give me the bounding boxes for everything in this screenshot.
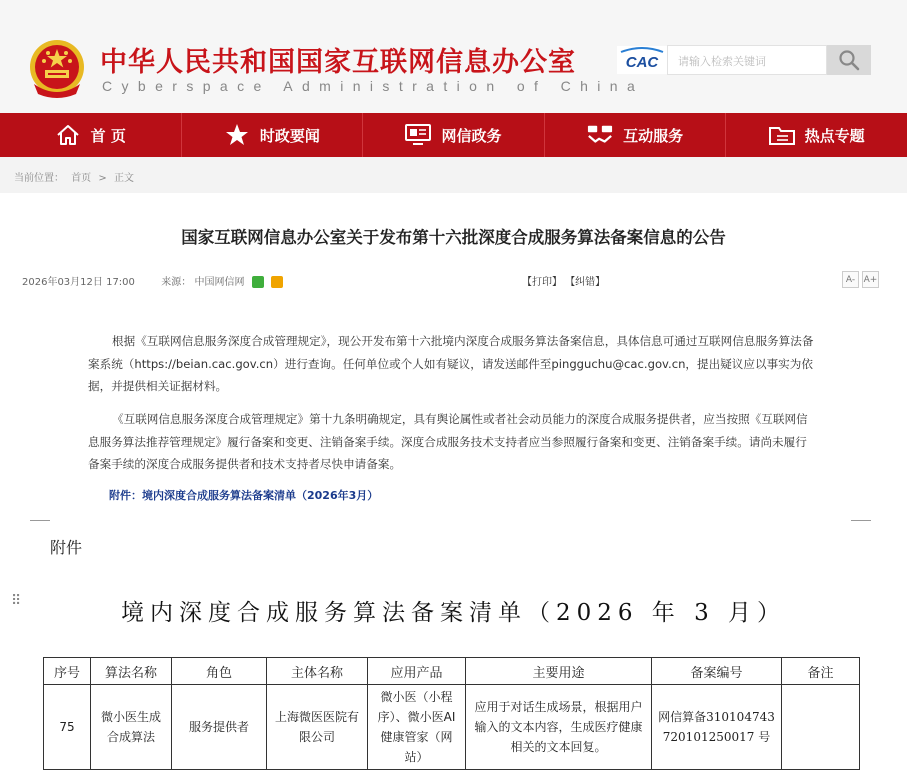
cell-role: 服务提供者	[172, 685, 267, 770]
document-title: 境内深度合成服务算法备案清单（2026 年 3 月）	[120, 600, 787, 626]
column-header: 备注	[782, 658, 860, 685]
column-header: 应用产品	[368, 658, 466, 685]
cell-algorithm-name: 微小医生成合成算法	[91, 685, 172, 770]
article-date: 2026年03月12日 17:00	[22, 277, 135, 288]
nav-item-topics[interactable]	[726, 113, 907, 157]
cell-filing-number: 网信算备310104743720101250017 号	[652, 685, 782, 770]
cell-no: 75	[44, 685, 91, 770]
breadcrumb-current: 正文	[113, 173, 134, 184]
nav-item-interaction[interactable]	[545, 113, 727, 157]
handshake-icon	[587, 122, 613, 148]
national-emblem-icon	[26, 38, 88, 100]
cell-purpose: 应用于对话生成场景，根据用户输入的文本内容，生成医疗健康相关的文本回复。	[466, 685, 652, 770]
breadcrumb-separator: >	[98, 173, 107, 184]
cell-product: 微小医（小程序）、微小医AI 健康管家（网站）	[368, 685, 466, 770]
nav-item-home[interactable]	[0, 113, 182, 157]
search-input[interactable]: 请输入检索关键词	[667, 45, 827, 75]
attachment-link[interactable]: 附件：境内深度合成服务算法备案清单（2026年3月）	[109, 489, 379, 502]
drag-handle-icon[interactable]: ⠿	[11, 593, 22, 609]
main-nav	[0, 113, 907, 157]
home-icon	[55, 122, 81, 148]
table-row	[44, 685, 860, 770]
attachment-label: 附件	[50, 538, 83, 557]
article-paragraph: 《互联网信息服务深度合成管理规定》第十九条明确规定，具有舆论属性或者社会动员能力的深度合成服务提供者，应当按照《互联网信息服务算法推荐管理规定》履行备案和变更、注销备案手续。深度合成服务技术支持者应当参照履行备案和变更、注销备案手续。请尚未履行备案手续的深度合成服务提供者和技术支持者尽快申请备案。	[88, 412, 808, 471]
nav-item-label: 时政要闻	[259, 126, 320, 145]
cell-entity: 上海微医医院有限公司	[267, 685, 368, 770]
column-header: 序号	[44, 658, 91, 685]
table-header-row	[44, 658, 860, 685]
article-meta	[22, 273, 283, 288]
registration-table	[43, 657, 860, 770]
print-link[interactable]: 【打印】	[522, 277, 562, 288]
print-correct-links	[522, 273, 605, 288]
wechat-share-icon[interactable]	[252, 276, 264, 288]
font-larger-button[interactable]: A+	[862, 271, 879, 288]
breadcrumb	[0, 157, 907, 193]
column-header: 角色	[172, 658, 267, 685]
column-header: 主体名称	[267, 658, 368, 685]
article-source: 中国网信网	[194, 277, 245, 288]
cac-logo-icon[interactable]	[617, 46, 667, 74]
article-title: 国家互联网信息办公室关于发布第十六批深度合成服务算法备案信息的公告	[181, 228, 726, 247]
site-subtitle: Cyberspace Administration of China	[102, 78, 645, 94]
star-icon	[224, 122, 250, 148]
site-header	[0, 0, 907, 113]
nav-item-label: 热点专题	[804, 126, 865, 145]
nav-item-label: 首 页	[90, 126, 126, 145]
folder-icon	[769, 122, 795, 148]
column-header: 算法名称	[91, 658, 172, 685]
font-smaller-button[interactable]: A-	[842, 271, 859, 288]
nav-item-affairs[interactable]	[363, 113, 545, 157]
source-label: 来源：	[161, 277, 192, 288]
site-title: 中华人民共和国国家互联网信息办公室	[100, 47, 576, 78]
column-header: 备案编号	[652, 658, 782, 685]
breadcrumb-prefix: 当前位置：	[14, 173, 64, 184]
qzone-share-icon[interactable]	[271, 276, 283, 288]
doc-divider-right	[851, 520, 871, 521]
nav-item-news[interactable]	[182, 113, 364, 157]
cac-logo-text: CAC	[625, 54, 659, 71]
search-icon	[838, 49, 860, 71]
nav-item-label: 网信政务	[441, 126, 502, 145]
article-paragraph: 根据《互联网信息服务深度合成管理规定》，现公开发布第十六批境内深度合成服务算法备案信息，具体信息可通过互联网信息服务算法备案系统（https://beian.cac.gov.cn）进行查询。任何单位或个人如有疑议，请发送邮件至pingguchu@cac.gov.cn，提出疑议应以事实为依据，并提供相关证据材料。	[88, 334, 814, 393]
column-header: 主要用途	[466, 658, 652, 685]
search-button[interactable]	[827, 45, 871, 75]
nav-item-label: 互动服务	[623, 126, 684, 145]
correct-link[interactable]: 【纠错】	[565, 277, 606, 288]
monitor-icon	[405, 122, 431, 148]
doc-divider-left	[30, 520, 50, 521]
breadcrumb-home-link[interactable]: 首页	[71, 173, 92, 184]
cell-remark	[782, 685, 860, 770]
